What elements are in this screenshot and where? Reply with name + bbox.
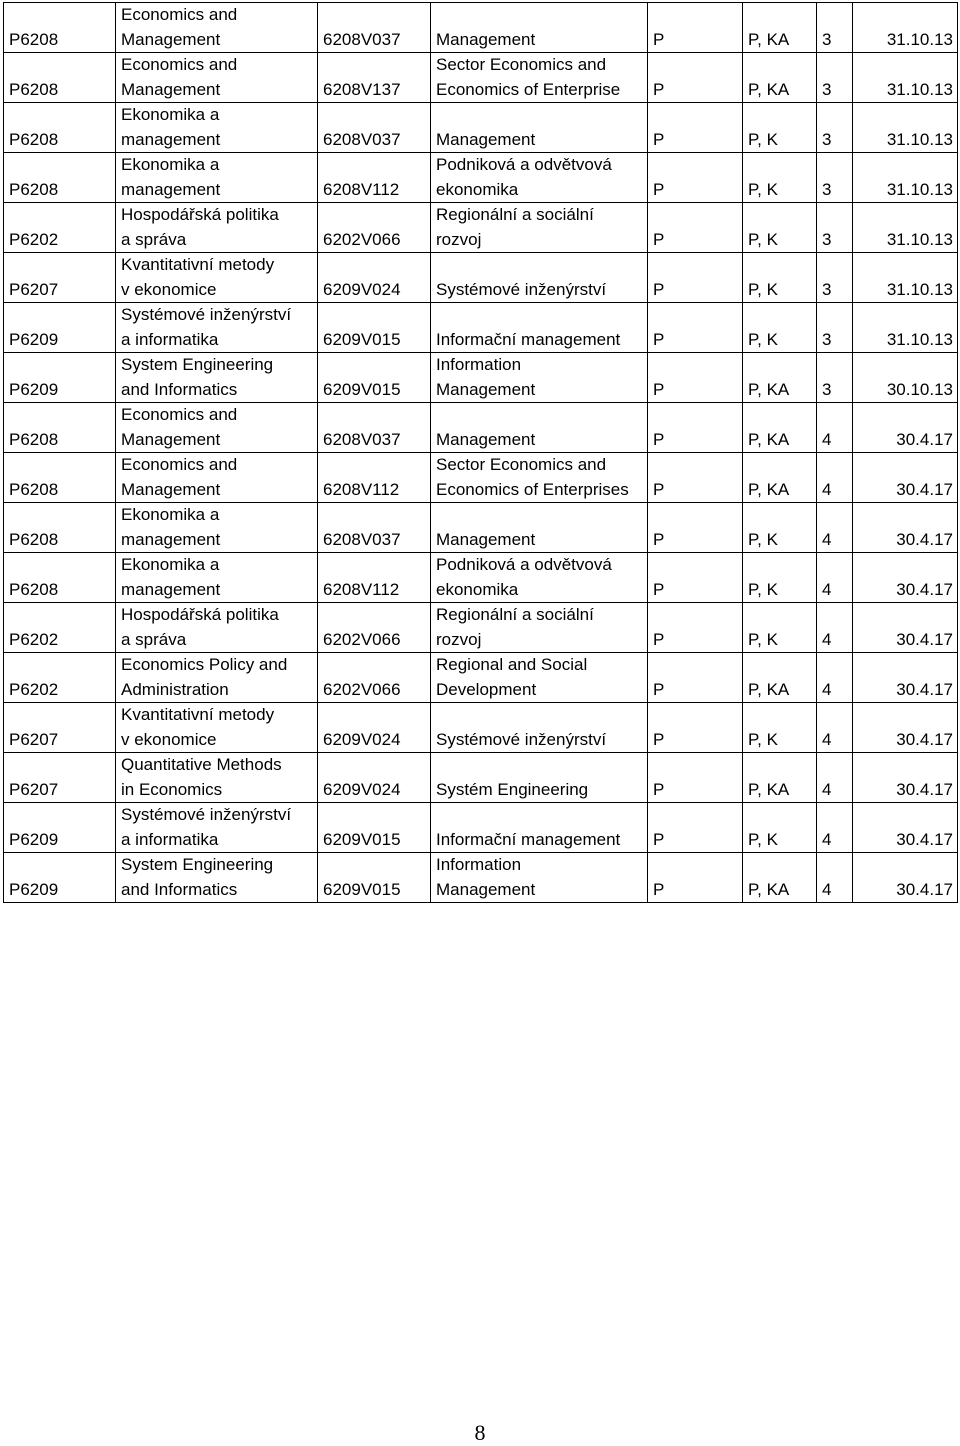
program-name-cell-line-2: in Economics bbox=[121, 779, 223, 799]
course-code-cell: 6208V112 bbox=[318, 553, 431, 603]
date-cell: 30.4.17 bbox=[853, 603, 958, 653]
form-cell: P bbox=[648, 503, 743, 553]
course-name-cell-line-1: Podniková a odvětvová bbox=[436, 555, 612, 574]
course-name-cell-line-2: Management bbox=[436, 129, 536, 149]
course-code-cell: 6208V112 bbox=[318, 453, 431, 503]
course-name-cell bbox=[431, 853, 648, 903]
course-name-cell-line-2: Systémové inženýrství bbox=[436, 279, 607, 299]
course-name-cell-line-2: Economics of Enterprises bbox=[436, 479, 629, 499]
language-cell: P, K bbox=[743, 253, 817, 303]
grade-cell: 3 bbox=[817, 153, 853, 203]
program-name-cell bbox=[116, 153, 318, 203]
program-name-cell-line-2: a správa bbox=[121, 229, 187, 249]
program-name-cell-line-1: Economics Policy and bbox=[121, 655, 288, 674]
course-code-cell: 6208V037 bbox=[318, 3, 431, 53]
grade-cell: 4 bbox=[817, 553, 853, 603]
program-code-cell: P6208 bbox=[4, 103, 116, 153]
grade-cell: 4 bbox=[817, 803, 853, 853]
form-cell: P bbox=[648, 103, 743, 153]
date-cell: 30.4.17 bbox=[853, 853, 958, 903]
course-name-cell-line-1 bbox=[436, 803, 643, 828]
course-name-cell bbox=[431, 253, 648, 303]
program-name-cell-line-2: Management bbox=[121, 29, 221, 49]
table-row bbox=[4, 353, 958, 403]
course-name-cell bbox=[431, 753, 648, 803]
form-cell: P bbox=[648, 303, 743, 353]
program-code-cell: P6208 bbox=[4, 503, 116, 553]
program-name-cell-line-1: Systémové inženýrství bbox=[121, 805, 292, 824]
table-row bbox=[4, 853, 958, 903]
course-name-cell-line-1 bbox=[436, 3, 643, 28]
program-name-cell-line-1: Economics and bbox=[121, 455, 238, 474]
language-cell: P, KA bbox=[743, 403, 817, 453]
program-code-cell: P6209 bbox=[4, 803, 116, 853]
form-cell: P bbox=[648, 3, 743, 53]
program-code-cell: P6202 bbox=[4, 603, 116, 653]
language-cell: P, K bbox=[743, 503, 817, 553]
program-name-cell-line-2: a informatika bbox=[121, 829, 219, 849]
program-name-cell-line-2: Management bbox=[121, 79, 221, 99]
course-name-cell bbox=[431, 53, 648, 103]
course-name-cell-line-2: Development bbox=[436, 679, 537, 699]
table-row bbox=[4, 303, 958, 353]
table-row bbox=[4, 103, 958, 153]
program-name-cell-line-2: v ekonomice bbox=[121, 279, 217, 299]
language-cell: P, KA bbox=[743, 653, 817, 703]
course-name-cell-line-2: ekonomika bbox=[436, 579, 519, 599]
program-name-cell-line-2: management bbox=[121, 529, 221, 549]
course-name-cell bbox=[431, 303, 648, 353]
course-name-cell-line-2: Systémové inženýrství bbox=[436, 729, 607, 749]
grade-cell: 4 bbox=[817, 403, 853, 453]
program-code-cell: P6202 bbox=[4, 203, 116, 253]
program-name-cell-line-2: management bbox=[121, 129, 221, 149]
course-name-cell-line-2: Management bbox=[436, 379, 536, 399]
course-name-cell bbox=[431, 203, 648, 253]
course-name-cell-line-1 bbox=[436, 753, 643, 778]
course-name-cell bbox=[431, 103, 648, 153]
form-cell: P bbox=[648, 353, 743, 403]
program-name-cell-line-2: v ekonomice bbox=[121, 729, 217, 749]
course-name-cell-line-2: Informační management bbox=[436, 329, 621, 349]
course-code-cell: 6209V024 bbox=[318, 753, 431, 803]
grade-cell: 3 bbox=[817, 103, 853, 153]
course-name-cell bbox=[431, 703, 648, 753]
date-cell: 30.4.17 bbox=[853, 703, 958, 753]
course-code-cell: 6208V037 bbox=[318, 103, 431, 153]
program-name-cell-line-1: Kvantitativní metody bbox=[121, 255, 275, 274]
program-name-cell-line-1: Hospodářská politika bbox=[121, 205, 279, 224]
grade-cell: 3 bbox=[817, 253, 853, 303]
program-name-cell bbox=[116, 53, 318, 103]
course-name-cell-line-2: Systém Engineering bbox=[436, 779, 589, 799]
table-row bbox=[4, 203, 958, 253]
program-name-cell bbox=[116, 753, 318, 803]
course-name-cell-line-1 bbox=[436, 253, 643, 278]
course-name-cell-line-2: Informační management bbox=[436, 829, 621, 849]
course-name-cell-line-1 bbox=[436, 503, 643, 528]
course-code-cell: 6209V015 bbox=[318, 853, 431, 903]
form-cell: P bbox=[648, 853, 743, 903]
course-name-cell-line-2: ekonomika bbox=[436, 179, 519, 199]
language-cell: P, K bbox=[743, 803, 817, 853]
program-name-cell-line-2: a informatika bbox=[121, 329, 219, 349]
form-cell: P bbox=[648, 253, 743, 303]
program-name-cell-line-1: Ekonomika a bbox=[121, 505, 220, 524]
program-name-cell bbox=[116, 203, 318, 253]
program-code-cell: P6208 bbox=[4, 53, 116, 103]
course-name-cell bbox=[431, 353, 648, 403]
program-name-cell-line-1: Economics and bbox=[121, 55, 238, 74]
course-name-cell-line-1 bbox=[436, 703, 643, 728]
program-code-cell: P6207 bbox=[4, 253, 116, 303]
program-name-cell-line-2: and Informatics bbox=[121, 879, 238, 899]
form-cell: P bbox=[648, 153, 743, 203]
program-code-cell: P6208 bbox=[4, 3, 116, 53]
program-code-cell: P6207 bbox=[4, 703, 116, 753]
grade-cell: 4 bbox=[817, 503, 853, 553]
table-row bbox=[4, 703, 958, 753]
date-cell: 31.10.13 bbox=[853, 103, 958, 153]
table-row bbox=[4, 403, 958, 453]
page-number: 8 bbox=[474, 1420, 486, 1445]
course-name-cell bbox=[431, 3, 648, 53]
language-cell: P, K bbox=[743, 103, 817, 153]
program-name-cell-line-2: Administration bbox=[121, 679, 229, 699]
program-name-cell-line-1: Kvantitativní metody bbox=[121, 705, 275, 724]
language-cell: P, K bbox=[743, 703, 817, 753]
program-name-cell-line-2: a správa bbox=[121, 629, 187, 649]
program-code-cell: P6208 bbox=[4, 153, 116, 203]
course-name-cell-line-1: Regional and Social bbox=[436, 655, 588, 674]
language-cell: P, KA bbox=[743, 53, 817, 103]
language-cell: P, K bbox=[743, 603, 817, 653]
date-cell: 30.4.17 bbox=[853, 653, 958, 703]
program-name-cell bbox=[116, 303, 318, 353]
grade-cell: 3 bbox=[817, 3, 853, 53]
program-name-cell bbox=[116, 803, 318, 853]
date-cell: 30.4.17 bbox=[853, 403, 958, 453]
language-cell: P, K bbox=[743, 303, 817, 353]
date-cell: 30.10.13 bbox=[853, 353, 958, 403]
course-code-cell: 6209V015 bbox=[318, 353, 431, 403]
grade-cell: 3 bbox=[817, 303, 853, 353]
course-name-cell bbox=[431, 603, 648, 653]
program-name-cell bbox=[116, 253, 318, 303]
language-cell: P, K bbox=[743, 153, 817, 203]
course-code-cell: 6208V037 bbox=[318, 503, 431, 553]
program-name-cell-line-2: management bbox=[121, 179, 221, 199]
course-name-cell-line-1 bbox=[436, 103, 643, 128]
language-cell: P, K bbox=[743, 553, 817, 603]
program-name-cell bbox=[116, 853, 318, 903]
date-cell: 31.10.13 bbox=[853, 303, 958, 353]
course-name-cell-line-2: Management bbox=[436, 429, 536, 449]
course-name-cell bbox=[431, 553, 648, 603]
date-cell: 30.4.17 bbox=[853, 803, 958, 853]
language-cell: P, KA bbox=[743, 853, 817, 903]
course-name-cell bbox=[431, 803, 648, 853]
program-code-cell: P6202 bbox=[4, 653, 116, 703]
program-code-cell: P6209 bbox=[4, 303, 116, 353]
program-code-cell: P6208 bbox=[4, 553, 116, 603]
program-name-cell-line-1: Ekonomika a bbox=[121, 155, 220, 174]
form-cell: P bbox=[648, 653, 743, 703]
course-name-cell-line-2: Management bbox=[436, 879, 536, 899]
date-cell: 30.4.17 bbox=[853, 503, 958, 553]
form-cell: P bbox=[648, 553, 743, 603]
language-cell: P, KA bbox=[743, 453, 817, 503]
program-name-cell bbox=[116, 553, 318, 603]
form-cell: P bbox=[648, 203, 743, 253]
course-name-cell bbox=[431, 403, 648, 453]
program-name-cell-line-1: Ekonomika a bbox=[121, 105, 220, 124]
date-cell: 30.4.17 bbox=[853, 553, 958, 603]
program-name-cell bbox=[116, 703, 318, 753]
course-code-cell: 6209V024 bbox=[318, 703, 431, 753]
program-name-cell-line-1: Economics and bbox=[121, 405, 238, 424]
course-name-cell-line-2: Economics of Enterprise bbox=[436, 79, 621, 99]
table-row bbox=[4, 603, 958, 653]
table-body bbox=[4, 3, 958, 903]
date-cell: 31.10.13 bbox=[853, 153, 958, 203]
grade-cell: 4 bbox=[817, 853, 853, 903]
program-name-cell bbox=[116, 353, 318, 403]
form-cell: P bbox=[648, 403, 743, 453]
grade-cell: 4 bbox=[817, 603, 853, 653]
accreditation-table bbox=[3, 2, 958, 903]
course-name-cell-line-1 bbox=[436, 403, 643, 428]
date-cell: 30.4.17 bbox=[853, 453, 958, 503]
program-name-cell-line-1: Hospodářská politika bbox=[121, 605, 279, 624]
program-code-cell: P6207 bbox=[4, 753, 116, 803]
course-name-cell-line-2: Management bbox=[436, 529, 536, 549]
table-row bbox=[4, 153, 958, 203]
course-name-cell bbox=[431, 503, 648, 553]
program-code-cell: P6209 bbox=[4, 353, 116, 403]
date-cell: 31.10.13 bbox=[853, 203, 958, 253]
form-cell: P bbox=[648, 803, 743, 853]
grade-cell: 4 bbox=[817, 703, 853, 753]
table-row bbox=[4, 503, 958, 553]
course-code-cell: 6208V112 bbox=[318, 153, 431, 203]
table-row bbox=[4, 553, 958, 603]
date-cell: 31.10.13 bbox=[853, 53, 958, 103]
course-name-cell-line-1: Podniková a odvětvová bbox=[436, 155, 612, 174]
course-name-cell-line-1: Sector Economics and bbox=[436, 455, 607, 474]
language-cell: P, KA bbox=[743, 3, 817, 53]
program-name-cell-line-2: and Informatics bbox=[121, 379, 238, 399]
form-cell: P bbox=[648, 753, 743, 803]
course-name-cell-line-1: Regionální a sociální bbox=[436, 605, 594, 624]
grade-cell: 4 bbox=[817, 453, 853, 503]
grade-cell: 3 bbox=[817, 353, 853, 403]
course-name-cell bbox=[431, 653, 648, 703]
course-name-cell-line-2: rozvoj bbox=[436, 229, 482, 249]
form-cell: P bbox=[648, 703, 743, 753]
course-code-cell: 6208V037 bbox=[318, 403, 431, 453]
course-name-cell-line-2: rozvoj bbox=[436, 629, 482, 649]
date-cell: 31.10.13 bbox=[853, 3, 958, 53]
course-name-cell bbox=[431, 153, 648, 203]
program-code-cell: P6208 bbox=[4, 403, 116, 453]
course-name-cell-line-1 bbox=[436, 303, 643, 328]
course-name-cell bbox=[431, 453, 648, 503]
grade-cell: 4 bbox=[817, 753, 853, 803]
grade-cell: 3 bbox=[817, 203, 853, 253]
program-name-cell-line-1: System Engineering bbox=[121, 855, 274, 874]
language-cell: P, K bbox=[743, 203, 817, 253]
course-name-cell-line-1: Information bbox=[436, 355, 522, 374]
program-name-cell bbox=[116, 503, 318, 553]
program-name-cell-line-1: Economics and bbox=[121, 5, 238, 24]
table-row bbox=[4, 753, 958, 803]
table-row bbox=[4, 253, 958, 303]
course-code-cell: 6209V015 bbox=[318, 303, 431, 353]
form-cell: P bbox=[648, 53, 743, 103]
course-name-cell-line-1: Sector Economics and bbox=[436, 55, 607, 74]
course-code-cell: 6208V137 bbox=[318, 53, 431, 103]
grade-cell: 3 bbox=[817, 53, 853, 103]
course-code-cell: 6202V066 bbox=[318, 653, 431, 703]
program-name-cell-line-1: Ekonomika a bbox=[121, 555, 220, 574]
program-name-cell-line-2: Management bbox=[121, 429, 221, 449]
program-code-cell: P6209 bbox=[4, 853, 116, 903]
course-code-cell: 6209V015 bbox=[318, 803, 431, 853]
course-name-cell-line-1: Information bbox=[436, 855, 522, 874]
form-cell: P bbox=[648, 453, 743, 503]
program-name-cell-line-2: management bbox=[121, 579, 221, 599]
course-name-cell-line-2: Management bbox=[436, 29, 536, 49]
course-name-cell-line-1: Regionální a sociální bbox=[436, 205, 594, 224]
program-name-cell bbox=[116, 103, 318, 153]
table-row bbox=[4, 453, 958, 503]
table-row bbox=[4, 653, 958, 703]
language-cell: P, KA bbox=[743, 353, 817, 403]
language-cell: P, KA bbox=[743, 753, 817, 803]
course-code-cell: 6202V066 bbox=[318, 603, 431, 653]
program-name-cell-line-1: Quantitative Methods bbox=[121, 755, 282, 774]
table-row bbox=[4, 53, 958, 103]
form-cell: P bbox=[648, 603, 743, 653]
program-name-cell-line-1: System Engineering bbox=[121, 355, 274, 374]
date-cell: 31.10.13 bbox=[853, 253, 958, 303]
program-name-cell bbox=[116, 3, 318, 53]
program-name-cell-line-1: Systémové inženýrství bbox=[121, 305, 292, 324]
program-name-cell bbox=[116, 603, 318, 653]
program-name-cell-line-2: Management bbox=[121, 479, 221, 499]
grade-cell: 4 bbox=[817, 653, 853, 703]
course-code-cell: 6209V024 bbox=[318, 253, 431, 303]
table-row bbox=[4, 3, 958, 53]
program-name-cell bbox=[116, 403, 318, 453]
program-name-cell bbox=[116, 453, 318, 503]
course-code-cell: 6202V066 bbox=[318, 203, 431, 253]
table-row bbox=[4, 803, 958, 853]
program-code-cell: P6208 bbox=[4, 453, 116, 503]
program-name-cell bbox=[116, 653, 318, 703]
date-cell: 30.4.17 bbox=[853, 753, 958, 803]
